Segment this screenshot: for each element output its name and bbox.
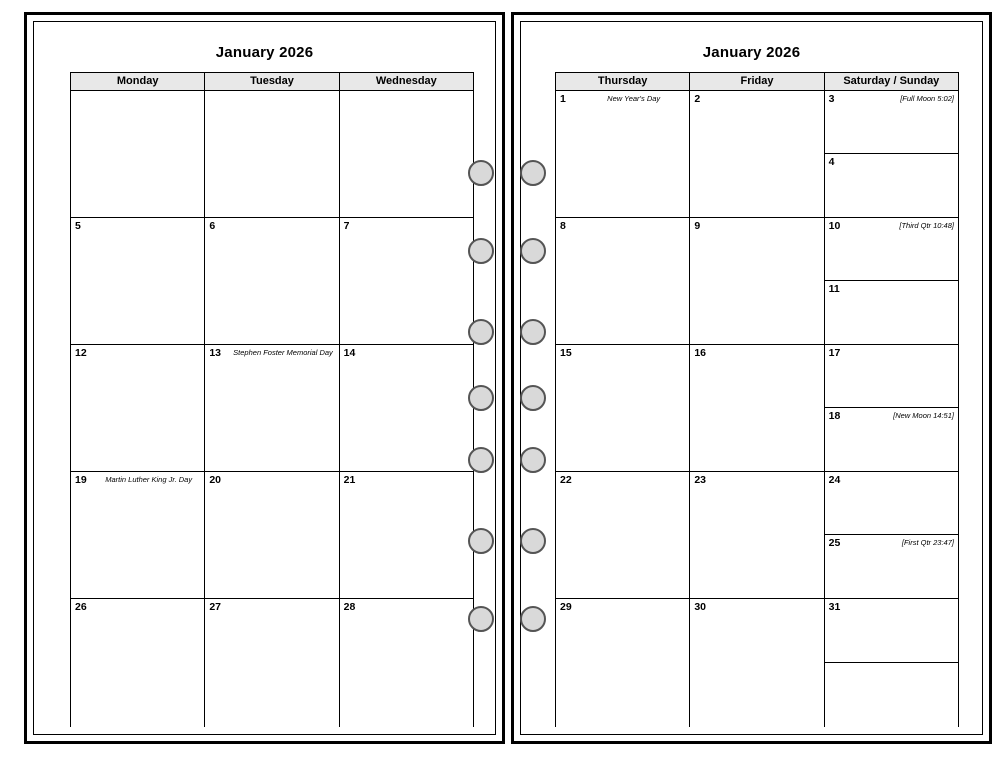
day-cell[interactable]	[690, 91, 824, 217]
day-cell[interactable]	[825, 345, 958, 408]
day-cell[interactable]	[690, 345, 824, 471]
day-note: [First Qtr 23:47]	[901, 538, 954, 547]
day-number: 16	[694, 347, 707, 359]
binder-ring	[468, 238, 494, 264]
binder-ring	[520, 528, 546, 554]
week-row	[556, 345, 958, 472]
day-number: 18	[828, 410, 841, 422]
day-number: 31	[828, 601, 841, 613]
week-row	[71, 218, 473, 345]
day-cell[interactable]	[690, 472, 824, 598]
day-number: 24	[828, 474, 841, 486]
binder-ring	[468, 606, 494, 632]
day-number: 15	[560, 347, 572, 359]
day-cell[interactable]	[825, 535, 958, 598]
column-header-monday: Monday	[71, 73, 205, 90]
day-cell[interactable]	[825, 218, 958, 281]
day-cell[interactable]	[556, 345, 690, 471]
binder-ring	[520, 238, 546, 264]
day-cell[interactable]	[556, 218, 690, 344]
day-number: 6	[209, 220, 216, 232]
day-cell[interactable]	[71, 472, 205, 598]
day-number: 30	[694, 601, 707, 613]
column-header-wednesday: Wednesday	[340, 73, 473, 90]
day-note: [Third Qtr 10:48]	[899, 221, 954, 230]
day-cell[interactable]	[556, 91, 690, 217]
binder-ring	[520, 606, 546, 632]
day-number: 21	[343, 474, 356, 486]
day-cell[interactable]	[825, 91, 958, 154]
column-header-tuesday: Tuesday	[205, 73, 339, 90]
day-cell[interactable]	[205, 218, 339, 344]
binder-ring	[468, 447, 494, 473]
right-header-row	[556, 73, 958, 91]
day-cell[interactable]	[690, 599, 824, 727]
day-number: 25	[828, 537, 841, 549]
day-number: 28	[343, 601, 356, 613]
day-number: 17	[828, 347, 841, 359]
day-number: 26	[75, 601, 87, 613]
binder-ring	[520, 447, 546, 473]
day-cell[interactable]	[205, 472, 339, 598]
day-number: 13	[209, 347, 222, 359]
binder-ring	[468, 319, 494, 345]
day-number: 3	[828, 93, 835, 105]
binder-ring	[520, 160, 546, 186]
day-note: [New Moon 14:51]	[893, 411, 954, 420]
weekend-cell	[825, 599, 958, 727]
day-number: 9	[694, 220, 701, 232]
day-cell[interactable]	[71, 345, 205, 471]
left-page-month-title: January 2026	[215, 44, 314, 61]
day-cell[interactable]	[340, 599, 473, 727]
day-cell[interactable]	[556, 472, 690, 598]
day-cell[interactable]	[825, 281, 958, 344]
day-number: 8	[560, 220, 566, 232]
day-number: 27	[209, 601, 222, 613]
right-page	[511, 12, 992, 744]
column-header-friday: Friday	[690, 73, 824, 90]
binder-ring	[468, 160, 494, 186]
day-cell[interactable]	[71, 91, 205, 217]
day-cell[interactable]	[205, 599, 339, 727]
weekend-cell	[825, 345, 958, 471]
day-cell[interactable]	[556, 599, 690, 727]
week-row	[71, 91, 473, 218]
day-number: 4	[828, 156, 835, 168]
day-note: New Year's Day	[607, 94, 661, 103]
left-header-row	[71, 73, 473, 91]
day-cell[interactable]	[340, 91, 473, 217]
day-number: 22	[560, 474, 572, 486]
day-number: 12	[75, 347, 87, 359]
day-cell[interactable]	[825, 663, 958, 726]
binder-ring	[520, 319, 546, 345]
day-note: Stephen Foster Memorial Day	[233, 348, 333, 357]
day-note: [Full Moon 5:02]	[900, 94, 954, 103]
day-cell[interactable]	[340, 218, 473, 344]
day-cell[interactable]	[71, 599, 205, 727]
weekend-cell	[825, 91, 958, 217]
week-row	[71, 472, 473, 599]
day-cell[interactable]	[205, 345, 339, 471]
day-cell[interactable]	[690, 218, 824, 344]
day-cell[interactable]	[340, 472, 473, 598]
day-number: 7	[343, 220, 350, 232]
week-row	[71, 345, 473, 472]
week-row	[556, 91, 958, 218]
day-number: 23	[694, 474, 707, 486]
day-number: 1	[560, 93, 566, 105]
left-page-inner-border	[33, 21, 496, 735]
left-calendar-grid	[70, 72, 474, 727]
binder-ring	[520, 385, 546, 411]
weekend-cell	[825, 472, 958, 598]
week-row	[71, 599, 473, 727]
column-header-saturday-sunday: Saturday / Sunday	[825, 73, 958, 90]
day-cell[interactable]	[205, 91, 339, 217]
day-cell[interactable]	[71, 218, 205, 344]
day-number: 5	[75, 220, 81, 232]
day-number: 29	[560, 601, 572, 613]
day-number: 11	[828, 283, 840, 295]
binder-ring	[468, 528, 494, 554]
day-cell[interactable]	[825, 599, 958, 663]
right-calendar-grid	[555, 72, 959, 727]
day-note: Martin Luther King Jr. Day	[105, 475, 193, 484]
weekend-cell	[825, 218, 958, 344]
right-page-inner-border	[520, 21, 983, 735]
day-cell[interactable]	[825, 154, 958, 217]
day-cell[interactable]	[825, 408, 958, 471]
day-number: 19	[75, 474, 87, 486]
day-number: 2	[694, 93, 701, 105]
day-number: 14	[343, 347, 356, 359]
right-page-month-title: January 2026	[702, 44, 801, 61]
week-row	[556, 599, 958, 727]
week-row	[556, 218, 958, 345]
day-number: 10	[828, 220, 841, 232]
binder-ring	[468, 385, 494, 411]
left-page	[24, 12, 505, 744]
week-row	[556, 472, 958, 599]
column-header-thursday: Thursday	[556, 73, 690, 90]
day-cell[interactable]	[340, 345, 473, 471]
day-cell[interactable]	[825, 472, 958, 535]
day-number: 20	[209, 474, 222, 486]
